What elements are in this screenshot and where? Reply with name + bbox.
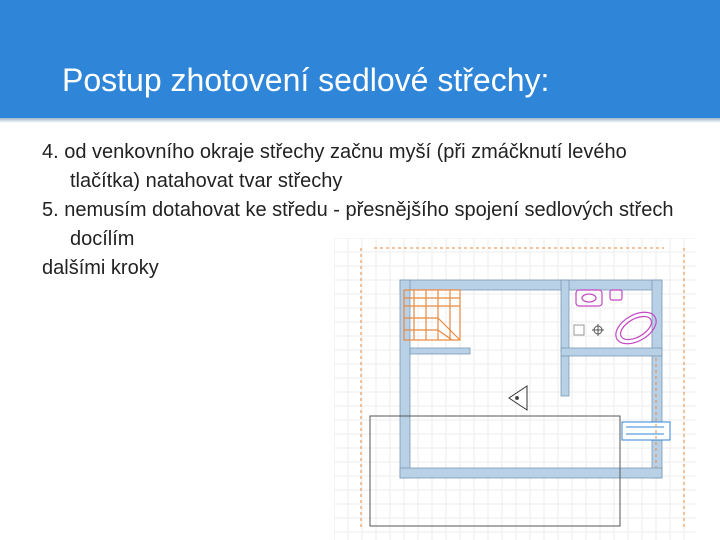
stair-line [438, 318, 460, 340]
plan-symbols [509, 324, 604, 410]
wall-segment [410, 348, 470, 354]
dimension-info-box [622, 422, 670, 440]
wall-segment [561, 348, 662, 356]
slide-title: Postup zhotovení sedlové střechy: [62, 62, 550, 98]
bathroom-fixtures [576, 290, 662, 350]
wall-segment [400, 280, 662, 290]
step-5: 5. nemusím dotahovat ke středu - přesnějšího spojení sedlových střech docílím [42, 199, 674, 250]
header-shadow [0, 118, 720, 123]
slide-header [0, 0, 720, 118]
fixture-shape [582, 294, 596, 302]
fixture-shape [610, 290, 622, 300]
wall-segment [400, 468, 662, 478]
wall-segment [561, 280, 569, 352]
fixture-shape [617, 312, 655, 345]
floor-plan-screenshot [334, 238, 696, 540]
fixture-shape [576, 290, 602, 306]
wall-segment [652, 280, 662, 478]
wall-segment [400, 280, 410, 478]
wall-segment [561, 356, 569, 396]
floor-plan-drawing [334, 238, 696, 540]
step-4: 4. od venkovního okraje střechy začnu myší (při zmáčknutí levého tlačítka) natahovat tvar střechy [42, 141, 627, 192]
step-5-continuation: dalšími kroky [42, 257, 159, 279]
